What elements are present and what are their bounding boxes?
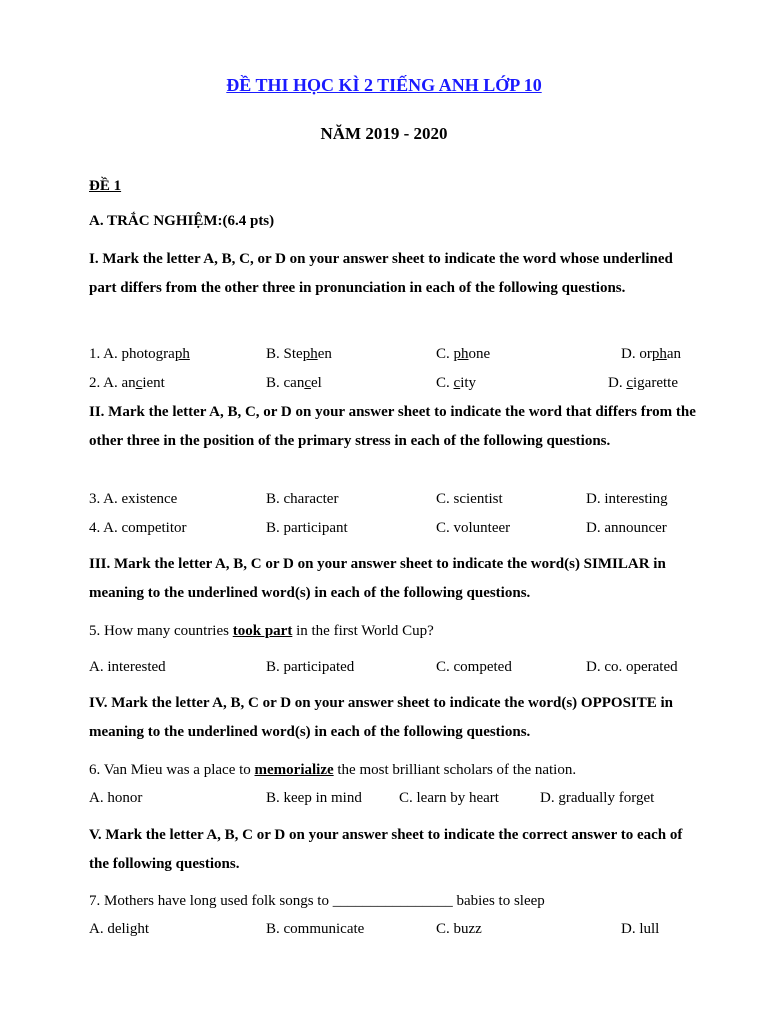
q6-option-d: D. gradually forget <box>540 790 655 806</box>
part5-instruction: V. Mark the letter A, B, C or D on your answer sheet to indicate the correct answer to each of the following questions. <box>89 827 683 872</box>
q6-option-c: C. learn by heart <box>399 790 499 806</box>
q6-option-a: A. honor <box>89 790 143 806</box>
q4-option-a: 4. A. competitor <box>89 520 187 536</box>
q7-option-a: A. delight <box>89 921 149 937</box>
question-5-text: 5. How many countries took part in the first World Cup? <box>89 623 434 639</box>
school-year: NĂM 2019 - 2020 <box>320 124 448 143</box>
part3-instruction: III. Mark the letter A, B, C or D on your answer sheet to indicate the word(s) SIMILAR in meaning to the underlined word(s) in each of the following questions. <box>89 556 666 601</box>
q7-option-b: B. communicate <box>266 921 365 937</box>
part2-instruction: II. Mark the letter A, B, C, or D on your answer sheet to indicate the word that differs from the other three in the position of the primary stress in each of the following questions. <box>89 404 696 449</box>
q1-option-b: B. Stephen <box>266 346 332 362</box>
part4-instruction: IV. Mark the letter A, B, C or D on your answer sheet to indicate the word(s) OPPOSITE in meaning to the underlined word(s) in each of the following questions. <box>89 695 674 740</box>
q5-option-d: D. co. operated <box>586 659 678 675</box>
q3-option-d: D. interesting <box>586 491 668 507</box>
q5-option-a: A. interested <box>89 659 166 675</box>
q5-option-b: B. participated <box>266 659 355 675</box>
part1-instruction: I. Mark the letter A, B, C, or D on your answer sheet to indicate the word whose underlined part differs from the other three in pronunciation in each of the following questions. <box>89 251 673 296</box>
question-6-text: 6. Van Mieu was a place to memorialize the most brilliant scholars of the nation. <box>89 762 577 778</box>
document-title: ĐỀ THI HỌC KÌ 2 TIẾNG ANH LỚP 10 <box>226 75 542 95</box>
section-a-heading: A. TRẮC NGHIỆM:(6.4 pts) <box>89 213 275 229</box>
q2-option-d: D. cigarette <box>608 375 678 391</box>
q6-option-b: B. keep in mind <box>266 790 362 806</box>
q1-option-a: 1. A. photograph <box>89 346 190 362</box>
q7-option-d: D. lull <box>621 921 660 937</box>
q3-option-b: B. character <box>266 491 339 507</box>
q5-option-c: C. competed <box>436 659 512 675</box>
q2-option-b: B. cancel <box>266 375 322 391</box>
q2-option-c: C. city <box>436 375 477 391</box>
q3-option-c: C. scientist <box>436 491 503 507</box>
q4-option-d: D. announcer <box>586 520 667 536</box>
q7-option-c: C. buzz <box>436 921 482 937</box>
q3-option-a: 3. A. existence <box>89 491 178 507</box>
q2-option-a: 2. A. ancient <box>89 375 165 391</box>
question-7-text: 7. Mothers have long used folk songs to ________________ babies to sleep <box>89 893 545 909</box>
q4-option-b: B. participant <box>266 520 348 536</box>
q4-option-c: C. volunteer <box>436 520 511 536</box>
q1-option-c: C. phone <box>436 346 491 362</box>
q1-option-d: D. orphan <box>621 346 681 362</box>
exam-label: ĐỀ 1 <box>89 178 122 194</box>
